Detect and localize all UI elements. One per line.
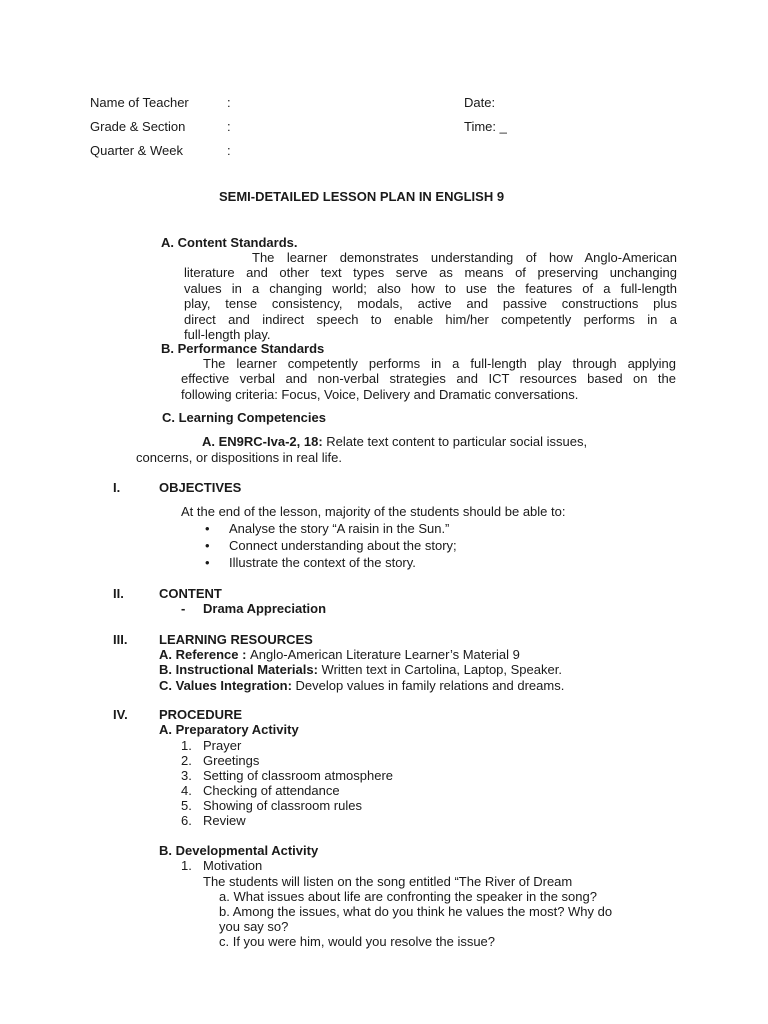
motivation-text: The students will listen on the song entitled “The River of Dream: [203, 874, 573, 889]
question-line: c. If you were him, would you resolve the issue?: [219, 934, 496, 949]
prep-item-num: 6.: [181, 813, 192, 828]
prep-item-text: Prayer: [203, 738, 242, 753]
resource-label: B. Instructional Materials:: [159, 662, 322, 677]
date-label: Date:: [464, 95, 496, 110]
prep-item-text: Showing of classroom rules: [203, 798, 362, 813]
grade-label: Grade & Section: [90, 119, 186, 134]
prep-item-num: 4.: [181, 783, 192, 798]
resources-numeral: III.: [113, 632, 128, 647]
content-standards-line: The learner demonstrates understanding of how Anglo-American: [252, 250, 677, 265]
competency-line: [202, 434, 587, 449]
performance-standards-text: [181, 356, 676, 402]
bullet-icon: •: [205, 555, 210, 570]
quarter-colon: :: [227, 143, 231, 158]
grade-colon: :: [227, 119, 231, 134]
content-standards-line: full-length play.: [184, 327, 271, 343]
content-standards-text: [184, 250, 677, 342]
teacher-colon: :: [227, 95, 231, 110]
bullet-icon: •: [205, 521, 210, 536]
competency-text-cont: concerns, or dispositions in real life.: [136, 450, 342, 465]
competency-code: A. EN9RC-Iva-2, 18:: [202, 434, 323, 449]
objective-item: Illustrate the context of the story.: [229, 555, 416, 570]
resource-text: Develop values in family relations and dreams.: [295, 678, 565, 693]
procedure-heading: PROCEDURE: [159, 707, 243, 722]
prep-item-text: Checking of attendance: [203, 783, 340, 798]
resource-text: Anglo-American Literature Learner’s Material 9: [250, 647, 520, 662]
teacher-label: Name of Teacher: [90, 95, 189, 110]
objective-item: Analyse the story “A raisin in the Sun.”: [229, 521, 450, 536]
motivation-label: Motivation: [203, 858, 263, 873]
content-item: Drama Appreciation: [203, 601, 327, 616]
prep-item-num: 1.: [181, 738, 192, 753]
question-line: a. What issues about life are confronting the speaker in the song?: [219, 889, 597, 904]
resource-label: A. Reference :: [159, 647, 251, 662]
objectives-intro: At the end of the lesson, majority of the students should be able to:: [181, 504, 566, 519]
prep-item-num: 2.: [181, 753, 192, 768]
performance-standards-line: The learner competently performs in a full-length play through applying: [203, 356, 676, 371]
competency-text: Relate text content to particular social issues,: [322, 434, 588, 449]
resource-item-materials: [159, 662, 562, 677]
time-label: Time: _: [464, 119, 507, 134]
content-dash: -: [181, 601, 186, 616]
prep-item-text: Setting of classroom atmosphere: [203, 768, 394, 783]
resource-label: C. Values Integration:: [159, 678, 296, 693]
prep-item-num: 5.: [181, 798, 192, 813]
quarter-label: Quarter & Week: [90, 143, 183, 158]
objectives-heading: OBJECTIVES: [159, 480, 242, 495]
question-line: you say so?: [219, 919, 289, 934]
motivation-num: 1.: [181, 858, 192, 873]
prep-item-num: 3.: [181, 768, 192, 783]
performance-standards-line: following criteria: Focus, Voice, Delivery and Dramatic conversations.: [181, 386, 579, 402]
content-standards-line: values in a changing world; also how to use the features of a full-length: [184, 280, 677, 296]
performance-standards-line: effective verbal and non-verbal strategies and ICT resources based on the: [181, 371, 676, 387]
performance-standards-heading: B. Performance Standards: [161, 341, 325, 356]
objective-item: Connect understanding about the story;: [229, 538, 457, 553]
resource-item-values: [159, 678, 564, 693]
resource-text: Written text in Cartolina, Laptop, Speaker.: [321, 662, 562, 677]
content-heading: CONTENT: [159, 586, 222, 601]
resource-item-reference: [159, 647, 520, 662]
preparatory-heading: A. Preparatory Activity: [159, 722, 299, 737]
content-standards-line: play, tense consistency, modals, active and passive constructions plus: [184, 296, 677, 312]
objectives-numeral: I.: [113, 480, 121, 495]
content-standards-line: literature and other text types serve as means of preserving unchanging: [184, 265, 677, 281]
prep-item-text: Greetings: [203, 753, 260, 768]
question-line: b. Among the issues, what do you think he values the most? Why do: [219, 904, 613, 919]
resources-heading: LEARNING RESOURCES: [159, 632, 313, 647]
developmental-heading: B. Developmental Activity: [159, 843, 319, 858]
bullet-icon: •: [205, 538, 210, 553]
page-title: SEMI-DETAILED LESSON PLAN IN ENGLISH 9: [219, 189, 505, 204]
procedure-numeral: IV.: [113, 707, 128, 722]
content-standards-heading: A. Content Standards.: [161, 235, 298, 250]
prep-item-text: Review: [203, 813, 246, 828]
content-numeral: II.: [113, 586, 124, 601]
learning-competencies-heading: C. Learning Competencies: [162, 410, 326, 425]
content-standards-line: direct and indirect speech to enable him/her competently performs in a: [184, 311, 677, 327]
